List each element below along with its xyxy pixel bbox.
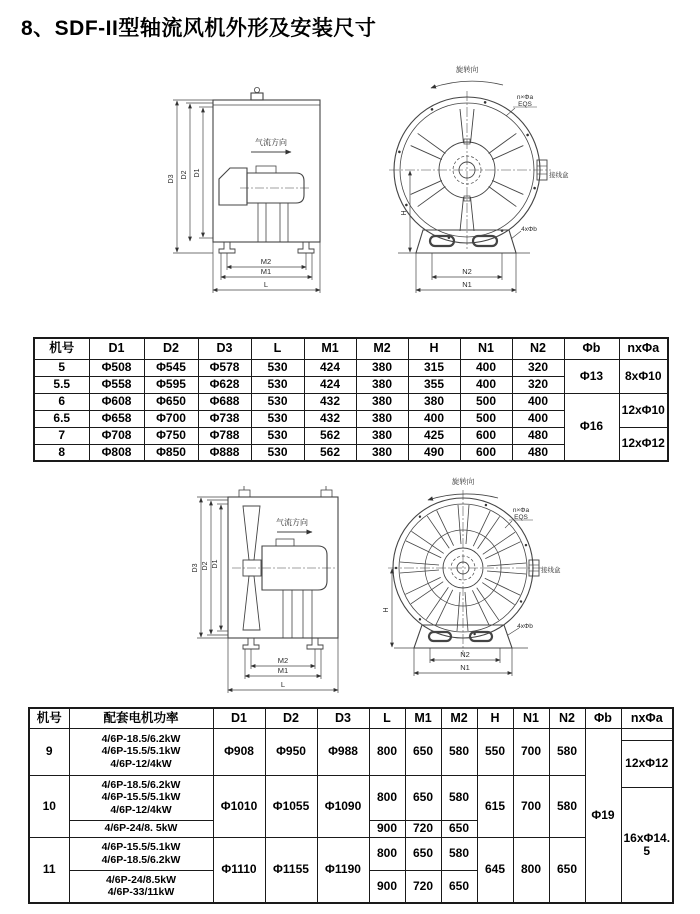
page-title: 8、SDF-II型轴流风机外形及安装尺寸 bbox=[21, 17, 377, 40]
table-cell: Φ1055 bbox=[265, 775, 317, 837]
table-cell: 700 bbox=[513, 728, 549, 775]
table-cell: 7 bbox=[34, 427, 89, 444]
table-cell: 320 bbox=[512, 359, 564, 376]
table-cell: Φ908 bbox=[213, 728, 265, 775]
table-cell: 6 bbox=[34, 393, 89, 410]
table-cell: Φ988 bbox=[317, 728, 369, 775]
table-cell: 645 bbox=[477, 837, 513, 903]
dim-label-n2: N2 bbox=[462, 267, 472, 276]
table-cell: 900 bbox=[369, 820, 405, 837]
table-cell: Φ13 bbox=[564, 359, 619, 393]
table-cell: 9 bbox=[29, 728, 69, 775]
table-cell: 800 bbox=[513, 837, 549, 903]
table-cell: 650 bbox=[441, 820, 477, 837]
table-cell: 580 bbox=[441, 728, 477, 775]
table-cell: 380 bbox=[356, 393, 408, 410]
table-header-cell: D3 bbox=[317, 708, 369, 728]
table-cell: 4/6P-24/8.5kW 4/6P-33/11kW bbox=[69, 870, 213, 903]
table-cell: 380 bbox=[356, 410, 408, 427]
table-cell: 530 bbox=[251, 427, 304, 444]
dim-label-l: L bbox=[280, 680, 286, 689]
table-cell: 380 bbox=[356, 359, 408, 376]
junction-box-label-2: 接线盒 bbox=[541, 567, 561, 574]
table-header-cell: N1 bbox=[513, 708, 549, 728]
dimension-table-small-sizes bbox=[33, 337, 667, 462]
table-cell: 12xΦ12 bbox=[619, 427, 668, 461]
table-cell: 5 bbox=[34, 359, 89, 376]
table-cell: Φ16 bbox=[564, 393, 619, 461]
table-cell: 380 bbox=[356, 427, 408, 444]
table-cell: 6.5 bbox=[34, 410, 89, 427]
table-header-cell: M1 bbox=[304, 338, 356, 359]
table-cell: 424 bbox=[304, 376, 356, 393]
table-header-cell: D1 bbox=[89, 338, 144, 359]
hole-note-2a: n×Φa bbox=[512, 507, 530, 514]
table-cell: 380 bbox=[408, 393, 460, 410]
table-cell: Φ545 bbox=[144, 359, 198, 376]
table-cell: 355 bbox=[408, 376, 460, 393]
table-header-cell: nxΦa bbox=[619, 338, 668, 359]
table-cell: 400 bbox=[460, 376, 512, 393]
junction-box-label-1: 接线盒 bbox=[549, 172, 569, 179]
side-view-2 bbox=[228, 486, 338, 649]
table-cell: 600 bbox=[460, 427, 512, 444]
table-cell: 12xΦ10 bbox=[619, 393, 668, 427]
table-cell: 500 bbox=[460, 410, 512, 427]
table-cell: 490 bbox=[408, 444, 460, 461]
table-cell: 530 bbox=[251, 376, 304, 393]
table-header-cell: H bbox=[477, 708, 513, 728]
table-cell: Φ750 bbox=[144, 427, 198, 444]
table-cell: 720 bbox=[405, 820, 441, 837]
table-cell: 530 bbox=[251, 393, 304, 410]
table-cell: 400 bbox=[408, 410, 460, 427]
airflow-label-2: 气流方向 bbox=[276, 518, 308, 527]
hole-note-2b: EQS bbox=[514, 514, 528, 521]
table-cell: 562 bbox=[304, 427, 356, 444]
table-cell: 400 bbox=[512, 393, 564, 410]
dim-label-h: H bbox=[383, 607, 390, 613]
table-header-cell: D2 bbox=[265, 708, 317, 728]
table-cell: 530 bbox=[251, 410, 304, 427]
rotation-label-2: 旋转向 bbox=[451, 477, 475, 486]
table-cell: Φ628 bbox=[198, 376, 251, 393]
table-cell: 380 bbox=[356, 376, 408, 393]
table-cell: Φ578 bbox=[198, 359, 251, 376]
dim-label-m1: M1 bbox=[260, 267, 272, 276]
table-header-cell: D3 bbox=[198, 338, 251, 359]
table-cell: 480 bbox=[512, 444, 564, 461]
dim-label-m2: M2 bbox=[277, 656, 289, 665]
table-cell: Φ700 bbox=[144, 410, 198, 427]
dim-label-m2: M2 bbox=[260, 257, 272, 266]
table-cell: Φ19 bbox=[585, 728, 621, 903]
table-cell: 700 bbox=[513, 775, 549, 837]
table-cell: 650 bbox=[405, 775, 441, 820]
table-cell: 16xΦ14. 5 bbox=[621, 787, 673, 903]
drawing-set-1 bbox=[0, 55, 700, 337]
rotation-label-1: 旋转向 bbox=[455, 65, 479, 74]
table-cell: 320 bbox=[512, 376, 564, 393]
table-cell: 550 bbox=[477, 728, 513, 775]
table-cell: 315 bbox=[408, 359, 460, 376]
airflow-label-1: 气流方向 bbox=[255, 138, 287, 147]
table-header-cell: 机号 bbox=[34, 338, 89, 359]
table-header-cell: N2 bbox=[512, 338, 564, 359]
table-cell: 650 bbox=[549, 837, 585, 903]
table-header-cell: D2 bbox=[144, 338, 198, 359]
table-cell: 720 bbox=[405, 870, 441, 903]
table-cell: 800 bbox=[369, 728, 405, 775]
table-header-cell: D1 bbox=[213, 708, 265, 728]
table-cell: Φ650 bbox=[144, 393, 198, 410]
dimension-table bbox=[28, 707, 674, 904]
table-cell: Φ850 bbox=[144, 444, 198, 461]
table-cell: 650 bbox=[405, 728, 441, 775]
table-cell: 8xΦ10 bbox=[619, 359, 668, 393]
dimension-table bbox=[33, 337, 669, 462]
table-cell: 4/6P-18.5/6.2kW 4/6P-15.5/5.1kW 4/6P-12/4kW bbox=[69, 728, 213, 775]
dim-label-n1: N1 bbox=[460, 663, 470, 672]
table-header-cell: 配套电机功率 bbox=[69, 708, 213, 728]
dim-label-d3: D3 bbox=[192, 563, 199, 573]
dim-label-l: L bbox=[263, 280, 269, 289]
table-cell: Φ788 bbox=[198, 427, 251, 444]
table-cell: Φ688 bbox=[198, 393, 251, 410]
dim-label-d1: D1 bbox=[212, 559, 219, 569]
table-cell: 400 bbox=[512, 410, 564, 427]
dim-label-d2: D2 bbox=[202, 561, 209, 571]
table-cell: 432 bbox=[304, 393, 356, 410]
table-cell: Φ1090 bbox=[317, 775, 369, 837]
table-cell: Φ1010 bbox=[213, 775, 265, 837]
table-cell: 580 bbox=[441, 837, 477, 870]
table-header-cell: 机号 bbox=[29, 708, 69, 728]
table-cell: 4/6P-18.5/6.2kW 4/6P-15.5/5.1kW 4/6P-12/4kW bbox=[69, 775, 213, 820]
table-header-cell: M1 bbox=[405, 708, 441, 728]
table-cell: Φ558 bbox=[89, 376, 144, 393]
table-cell: 424 bbox=[304, 359, 356, 376]
table-header-cell: L bbox=[251, 338, 304, 359]
table-cell: Φ1155 bbox=[265, 837, 317, 903]
table-cell: 600 bbox=[460, 444, 512, 461]
table-cell: 615 bbox=[477, 775, 513, 837]
fan-drawing-1 bbox=[0, 55, 700, 337]
table-header-cell: H bbox=[408, 338, 460, 359]
table-header-cell: M2 bbox=[356, 338, 408, 359]
table-cell: Φ738 bbox=[198, 410, 251, 427]
table-cell: 580 bbox=[549, 728, 585, 775]
table-header-cell: Φb bbox=[585, 708, 621, 728]
dim-label-d3: D3 bbox=[168, 174, 175, 184]
table-cell: 562 bbox=[304, 444, 356, 461]
table-cell: 432 bbox=[304, 410, 356, 427]
table-cell: 800 bbox=[369, 775, 405, 820]
table-cell: 480 bbox=[512, 427, 564, 444]
table-cell: Φ595 bbox=[144, 376, 198, 393]
table-cell: 380 bbox=[356, 444, 408, 461]
table-cell: 580 bbox=[441, 775, 477, 820]
table-cell: 5.5 bbox=[34, 376, 89, 393]
table-header-cell: N2 bbox=[549, 708, 585, 728]
dimension-table-large-sizes bbox=[28, 707, 672, 904]
dim-label-n1: N1 bbox=[462, 280, 472, 289]
table-cell: Φ1190 bbox=[317, 837, 369, 903]
table-cell: Φ1110 bbox=[213, 837, 265, 903]
table-cell: Φ808 bbox=[89, 444, 144, 461]
hole-note-1b: EQS bbox=[518, 101, 532, 108]
dim-label-h: H bbox=[401, 210, 408, 216]
table-cell: Φ888 bbox=[198, 444, 251, 461]
table-cell: 11 bbox=[29, 837, 69, 903]
table-header-cell: M2 bbox=[441, 708, 477, 728]
drawing-set-2 bbox=[0, 470, 700, 705]
table-cell: 4/6P-15.5/5.1kW 4/6P-18.5/6.2kW bbox=[69, 837, 213, 870]
table-cell: 10 bbox=[29, 775, 69, 837]
table-cell: Φ508 bbox=[89, 359, 144, 376]
table-cell: 650 bbox=[441, 870, 477, 903]
table-cell: Φ658 bbox=[89, 410, 144, 427]
dim-label-m1: M1 bbox=[277, 666, 289, 675]
table-header-cell: nxΦa bbox=[621, 708, 673, 728]
table-cell: 530 bbox=[251, 444, 304, 461]
table-cell: 425 bbox=[408, 427, 460, 444]
table-header-cell: Φb bbox=[564, 338, 619, 359]
side-view-1 bbox=[213, 87, 320, 253]
table-cell: 400 bbox=[460, 359, 512, 376]
side-view-2-dims bbox=[197, 497, 338, 693]
table-cell: 500 bbox=[460, 393, 512, 410]
table-cell bbox=[621, 728, 673, 740]
dim-label-d1: D1 bbox=[194, 168, 201, 178]
table-cell: Φ950 bbox=[265, 728, 317, 775]
table-cell: 900 bbox=[369, 870, 405, 903]
base-holes-label-1: 4xΦb bbox=[521, 226, 537, 233]
dim-label-n2: N2 bbox=[460, 650, 470, 659]
table-cell: 8 bbox=[34, 444, 89, 461]
fan-drawing-2 bbox=[0, 470, 700, 705]
table-header-cell: L bbox=[369, 708, 405, 728]
table-cell: 650 bbox=[405, 837, 441, 870]
table-cell: 530 bbox=[251, 359, 304, 376]
table-cell: Φ608 bbox=[89, 393, 144, 410]
table-cell: 12xΦ12 bbox=[621, 740, 673, 787]
hole-note-1a: n×Φa bbox=[516, 94, 534, 101]
table-cell: 580 bbox=[549, 775, 585, 837]
table-header-cell: N1 bbox=[460, 338, 512, 359]
dim-label-d2: D2 bbox=[181, 170, 188, 180]
table-cell: 4/6P-24/8. 5kW bbox=[69, 820, 213, 837]
base-holes-label-2: 4xΦb bbox=[517, 623, 533, 630]
table-cell: Φ708 bbox=[89, 427, 144, 444]
table-cell: 800 bbox=[369, 837, 405, 870]
